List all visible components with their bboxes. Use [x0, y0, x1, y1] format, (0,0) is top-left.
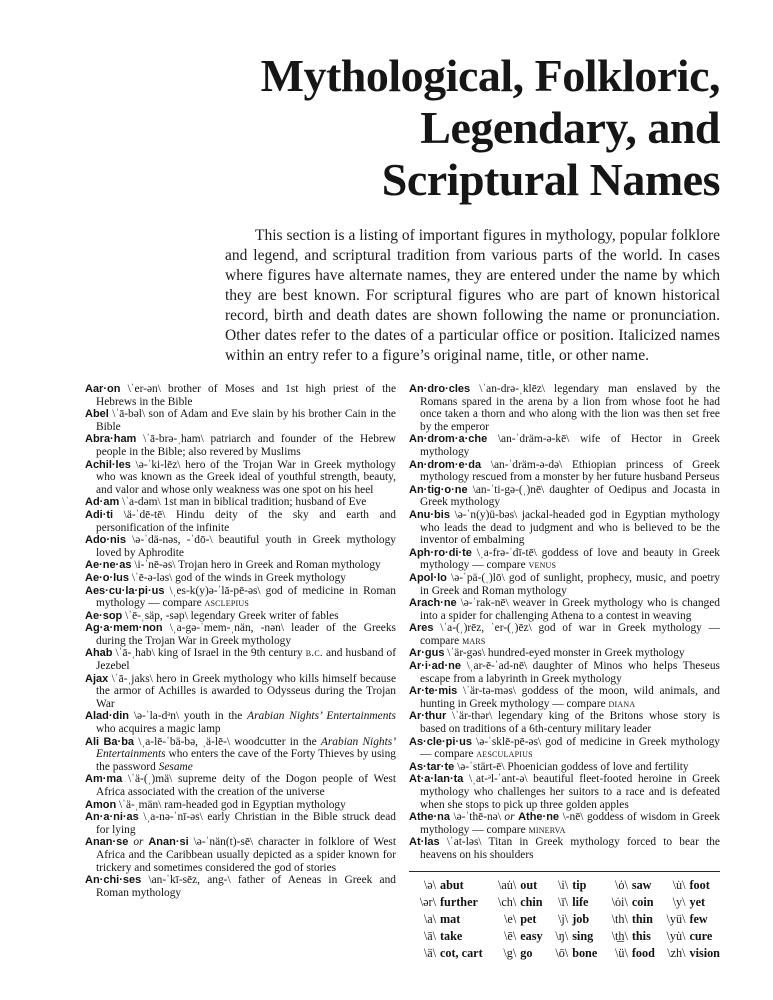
- entry-headword: At·las: [409, 836, 440, 849]
- pronunciation-key-cell: [409, 945, 483, 962]
- entry-text: \ˌa-lē-ˈbä-bə, ˌä-lē-\ woodcutter in the: [134, 735, 321, 748]
- pronunciation-example-word: take: [440, 928, 463, 943]
- pronunciation-example-word: go: [520, 945, 533, 960]
- pronunciation-symbol: \ȯi\: [611, 894, 628, 909]
- entry-headword: Ar·te·mis: [409, 685, 458, 698]
- pronunciation-symbol: \yu̇\: [666, 928, 686, 943]
- pronunciation-example-word: cure: [689, 928, 713, 943]
- pronunciation-example-word: life: [572, 894, 589, 909]
- pronunciation-key-cell: [409, 894, 483, 911]
- entry-headword: Ag·a·mem·non: [85, 622, 163, 635]
- dictionary-entry: [409, 622, 720, 647]
- pronunciation-key-cell: [601, 877, 655, 894]
- cross-reference: aesculapius: [476, 748, 533, 761]
- pronunciation-key-cell: [486, 911, 542, 928]
- pronunciation-example-word: chin: [520, 894, 543, 909]
- dictionary-entry: [409, 811, 720, 836]
- page-title-line-1: Mythological, Folkloric,: [260, 50, 720, 101]
- entry-headword: An·dro·cles: [409, 383, 471, 395]
- dictionary-entry: [85, 585, 396, 610]
- entry-headword: Ae·o·lus: [85, 571, 129, 584]
- dictionary-entry: [85, 433, 396, 458]
- entry-headword: An·drom·a·che: [409, 433, 488, 446]
- dictionary-entry: [409, 484, 720, 509]
- pronunciation-symbol: \i\: [558, 877, 569, 892]
- entry-headword: Ares: [409, 622, 434, 635]
- pronunciation-symbol: \ch\: [497, 894, 517, 909]
- pronunciation-symbol: \th\: [611, 911, 628, 926]
- entries-column-left: [85, 383, 396, 962]
- entry-text: \ə-ˈdä-nəs, -ˈdō-\ beautiful youth in Greek mythology loved by Aphrodite: [96, 534, 396, 559]
- pronunciation-example-word: job: [572, 911, 590, 926]
- pronunciation-key: [409, 871, 720, 962]
- pronunciation-key-grid: [409, 877, 720, 962]
- dictionary-entry: [409, 459, 720, 484]
- cross-reference: b.c.: [305, 647, 323, 660]
- entry-text: \ˌa-gə-ˈmem-ˌnän, -nən\ leader of the Greeks during the Trojan War in Greek mythology: [96, 622, 396, 647]
- dictionary-entry: [85, 710, 396, 735]
- dictionary-entry: [409, 647, 720, 660]
- entry-text: \ˌat-ᵊl-ˈant-ə\ beautiful fleet-footed heroine in Greek mythology who challenges her suitors to a race and is defeated when she stops to pick up three golden apples: [420, 773, 720, 811]
- pronunciation-key-cell: [486, 945, 542, 962]
- entry-text: \ə-ˈnän(t)-sē\ character in folklore of West Africa and the Caribbean usually depicted as a spider known for trickery and sometimes considered the god of stories: [96, 836, 397, 874]
- pronunciation-symbol: \j\: [558, 911, 569, 926]
- pronunciation-example-word: few: [689, 911, 708, 926]
- entry-text: \ˈē-ˌsäp, -səp\ legendary Greek writer of fables: [122, 609, 339, 622]
- page-title-line-3: Scriptural Names: [381, 154, 720, 205]
- dictionary-entry: [85, 622, 396, 647]
- pronunciation-symbol: \ə\: [423, 877, 436, 892]
- pronunciation-symbol: \ī\: [558, 894, 569, 909]
- entry-text: who acquires a magic lamp: [96, 723, 221, 736]
- dictionary-entry: [85, 836, 396, 874]
- pronunciation-example-word: tip: [572, 877, 587, 892]
- pronunciation-key-cell: [409, 877, 483, 894]
- entry-headword: Athe·ne: [518, 811, 560, 824]
- entry-text: \i-ˈnē-əs\ Trojan hero in Greek and Roman mythology: [131, 559, 381, 572]
- dictionary-entry: [85, 799, 396, 812]
- pronunciation-key-cell: [546, 945, 597, 962]
- entry-text: \ˈä-ˌmän\ ram-headed god in Egyptian mythology: [116, 798, 346, 811]
- dictionary-entry: [409, 433, 720, 458]
- entry-headword: Athe·na: [409, 811, 450, 824]
- pronunciation-key-cell: [601, 928, 655, 945]
- pronunciation-example-word: cot, cart: [440, 945, 483, 960]
- entry-headword: Ahab: [85, 647, 113, 660]
- dictionary-entry: [409, 710, 720, 735]
- pronunciation-symbol: \a\: [423, 911, 436, 926]
- entry-headword: As·cle·pi·us: [409, 735, 472, 748]
- entries-column-right: [409, 383, 720, 962]
- page-title-line-2: Legendary, and: [420, 102, 720, 153]
- dictionary-entry: [85, 773, 396, 798]
- pronunciation-key-cell: [601, 894, 655, 911]
- pronunciation-key-cell: [601, 945, 655, 962]
- entry-headword: Anan·se: [85, 836, 129, 849]
- dictionary-entry: [85, 610, 396, 623]
- entry-text: \ˌar-ē-ˈad-nē\ daughter of Minos who helps Theseus escape from a labyrinth in Greek mythology: [420, 660, 720, 685]
- cross-reference: mars: [462, 634, 486, 647]
- entry-text: Arabian Nights’ Entertainments: [247, 710, 396, 723]
- entry-text: \an-ˈdräm-ə-də\ Ethiopian princess of Greek mythology rescued from a monster by her future husband Perseus: [420, 458, 720, 484]
- pronunciation-key-cell: [409, 928, 483, 945]
- dictionary-entry: [85, 811, 396, 836]
- entry-headword: Achil·les: [85, 458, 131, 471]
- pronunciation-example-word: this: [631, 928, 651, 943]
- entry-headword: Ad·am: [85, 496, 120, 509]
- entry-text: \ˈa-dəm\ 1st man in biblical tradition; husband of Eve: [119, 496, 367, 509]
- entry-text: \ə-ˈpä-(ˌ)lō\ god of sunlight, prophecy, music, and poetry in Greek and Roman mythology: [420, 571, 720, 597]
- entry-headword: Ajax: [85, 672, 109, 685]
- pronunciation-symbol: \zh\: [667, 945, 686, 960]
- entry-text: and husband of Jezebel: [96, 647, 396, 673]
- pronunciation-example-word: out: [520, 877, 538, 892]
- entry-text: \ˈā-ˌjaks\ hero in Greek mythology who kills himself because the armor of Achilles is awarded to Odysseus during the Trojan War: [96, 672, 396, 710]
- dictionary-entry: [409, 547, 720, 572]
- entry-text: or: [128, 836, 149, 849]
- entry-text: \an-ˈkī-sēz, ang-\ father of Aeneas in Greek and Roman mythology: [96, 874, 396, 899]
- entry-text: \ˌa-nə-ˈnī-əs\ early Christian in the Bible struck dead for lying: [96, 811, 396, 836]
- entry-headword: Ar·i·ad·ne: [409, 660, 461, 673]
- pronunciation-symbol: \ä\: [423, 945, 436, 960]
- entry-headword: Apol·lo: [409, 571, 447, 584]
- pronunciation-key-cell: [546, 911, 597, 928]
- dictionary-entry: [85, 408, 396, 433]
- entry-text: \ˈer-ən\ brother of Moses and 1st high priest of the Hebrews in the Bible: [96, 383, 396, 408]
- entry-text: \an-ˈdräm-ə-kē\ wife of Hector in Greek mythology: [420, 433, 720, 458]
- pronunciation-key-cell: [486, 894, 542, 911]
- pronunciation-symbol: \y\: [672, 894, 686, 909]
- pronunciation-example-word: coin: [631, 894, 654, 909]
- pronunciation-example-word: saw: [631, 877, 652, 892]
- page-title: [85, 50, 720, 206]
- dictionary-entry: [409, 572, 720, 597]
- entry-headword: Alad·din: [85, 710, 129, 723]
- intro-paragraph: This section is a listing of important figures in mythology, popular folklore and legend, and scriptural tradition from various parts of the world. In cases where figures have alternate names, they are entered under the name by which they are best known. For scriptural figures who are part of known historical record, birth and death dates are shown following the name or pronunciation. Other dates refer to the dates of a particular office or position. Italicized names within an entry refer to a figure’s original name, title, or other name.: [225, 227, 720, 364]
- entry-text: \ˈä-(ˌ)mä\ supreme deity of the Dogon people of West Africa associated with the creation of the universe: [96, 773, 396, 798]
- entry-text: \ˈa-(ˌ)rēz, ˈer-(ˌ)ēz\ god of war in Greek mythology — compare: [420, 622, 720, 647]
- entry-text: \ˌa-frə-ˈdī-tē\ goddess of love and beauty in Greek mythology — compare: [420, 546, 720, 572]
- entry-text: \ə-ˈn(y)ü-bəs\ jackal-headed god in Egyptian mythology who leads the dead to judgment and who is believed to be the inventor of embalming: [420, 508, 720, 547]
- dictionary-entry: [409, 761, 720, 774]
- dictionary-entry: [85, 496, 396, 509]
- dictionary-entry: [85, 534, 396, 559]
- entry-headword: Adi·ti: [85, 508, 114, 521]
- entry-text: \ə-ˈthē-nə\: [449, 811, 505, 824]
- entry-headword: Ar·gus: [409, 647, 445, 660]
- entry-headword: Arach·ne: [409, 597, 457, 610]
- entry-headword: Ado·nis: [85, 534, 126, 547]
- entry-text: or: [504, 811, 515, 824]
- pronunciation-symbol: \t͟h\: [611, 928, 628, 943]
- entry-headword: Anu·bis: [409, 508, 450, 521]
- entry-headword: An·a·ni·as: [85, 811, 139, 824]
- pronunciation-key-cell: [658, 894, 719, 911]
- pronunciation-symbol: \ē\: [504, 928, 517, 943]
- entry-headword: Anan·si: [148, 836, 189, 849]
- dictionary-entry: [409, 597, 720, 622]
- pronunciation-symbol: \au̇\: [497, 877, 517, 892]
- entry-text: \-nē\ goddess of wisdom in Greek mythology — compare: [420, 811, 720, 836]
- pronunciation-symbol: \e\: [504, 911, 517, 926]
- cross-reference: venus: [528, 559, 557, 572]
- cross-reference: asclepius: [204, 597, 249, 610]
- pronunciation-symbol: \ŋ\: [555, 928, 569, 943]
- dictionary-entry: [409, 383, 720, 433]
- cross-reference: diana: [608, 697, 636, 710]
- entry-text: \ˈan-drə-ˌklēz\ legendary man enslaved by the Romans spared in the arena by a lion from whose foot he had once taken a thorn and who along with the lion was then set free by the emperor: [420, 383, 720, 433]
- entry-text: \ˈā-brə-ˌham\ patriarch and founder of the Hebrew people in the Bible; also revered by Muslims: [96, 433, 396, 458]
- entry-text: \an-ˈti-gə-(ˌ)nē\ daughter of Oedipus and Jocasta in Greek mythology: [420, 483, 720, 509]
- pronunciation-example-word: food: [631, 945, 655, 960]
- dictionary-entry: [85, 673, 396, 711]
- pronunciation-key-cell: [486, 877, 542, 894]
- pronunciation-symbol: \g\: [503, 945, 517, 960]
- dictionary-entry: [409, 736, 720, 761]
- entry-headword: An·chi·ses: [85, 874, 142, 887]
- entry-text: \ə-ˈstärt-ē\ Phoenician goddess of love and fertility: [454, 760, 689, 773]
- entry-text: who enters the cave of the Forty Thieves by using the password: [96, 748, 396, 773]
- entry-headword: Abel: [85, 408, 109, 421]
- pronunciation-example-word: vision: [689, 945, 720, 960]
- dictionary-entry: [85, 874, 396, 899]
- dictionary-entry: [409, 509, 720, 547]
- pronunciation-example-word: mat: [440, 911, 461, 926]
- pronunciation-key-cell: [658, 911, 719, 928]
- pronunciation-key-cell: [409, 911, 483, 928]
- entry-text: \ə-ˈsklē-pē-əs\ god of medicine in Greek mythology — compare: [420, 735, 720, 761]
- entry-headword: Ali Ba·ba: [85, 735, 135, 748]
- pronunciation-key-cell: [546, 877, 597, 894]
- pronunciation-symbol: \ō\: [555, 945, 569, 960]
- entry-headword: Aes·cu·la·pi·us: [85, 584, 165, 597]
- entry-headword: Am·ma: [85, 773, 123, 786]
- entry-headword: Amon: [85, 798, 117, 811]
- pronunciation-example-word: foot: [689, 877, 710, 892]
- entry-text: \ə-ˈrak-nē\ weaver in Greek mythology who is changed into a spider for challenging Athena to a contest in weaving: [420, 597, 720, 622]
- entry-headword: Aar·on: [85, 383, 121, 395]
- entry-text: \ˈē-ə-ləs\ god of the winds in Greek mythology: [129, 571, 347, 584]
- pronunciation-symbol: \ər\: [419, 894, 436, 909]
- entry-headword: As·tar·te: [409, 760, 455, 773]
- entry-text: \ə-ˈla-dᵊn\ youth in the: [129, 710, 248, 723]
- pronunciation-symbol: \ā\: [423, 928, 436, 943]
- pronunciation-symbol: \yü\: [666, 911, 686, 926]
- entry-headword: An·tig·o·ne: [409, 483, 468, 496]
- pronunciation-key-cell: [486, 928, 542, 945]
- entry-text: \ä-ˈdē-tē\ Hindu deity of the sky and earth and personification of the infinite: [96, 508, 396, 534]
- dictionary-entry: [409, 836, 720, 861]
- pronunciation-example-word: sing: [572, 928, 594, 943]
- pronunciation-key-cell: [546, 928, 597, 945]
- entry-headword: Ae·ne·as: [85, 559, 132, 572]
- dictionary-entry: [409, 660, 720, 685]
- entry-text: \ˈär-tə-məs\ goddess of the moon, wild animals, and hunting in Greek mythology — compare: [420, 685, 720, 710]
- pronunciation-example-word: thin: [631, 911, 653, 926]
- pronunciation-key-cell: [546, 894, 597, 911]
- entry-headword: Abra·ham: [85, 433, 137, 446]
- entry-headword: Ae·sop: [85, 609, 123, 622]
- pronunciation-example-word: pet: [520, 911, 537, 926]
- entry-text: \ˈat-ləs\ Titan in Greek mythology forced to bear the heavens on his shoulders: [420, 836, 720, 861]
- pronunciation-key-cell: [601, 911, 655, 928]
- pronunciation-example-word: bone: [572, 945, 598, 960]
- entry-headword: Ar·thur: [409, 710, 447, 723]
- entry-headword: Aph·ro·di·te: [409, 546, 472, 559]
- cross-reference: minerva: [528, 823, 566, 836]
- entry-text: Sesame: [158, 760, 193, 773]
- pronunciation-key-cell: [658, 877, 719, 894]
- entry-text: Arabian Nights’ Entertainments: [96, 735, 396, 761]
- dictionary-entry: [85, 459, 396, 497]
- dictionary-entry: [85, 572, 396, 585]
- pronunciation-example-word: easy: [520, 928, 543, 943]
- entry-text: \ˌes-k(y)ə-ˈlā-pē-əs\ god of medicine in Roman mythology — compare: [96, 584, 396, 610]
- pronunciation-symbol: \ȯ\: [614, 877, 628, 892]
- pronunciation-symbol: \u̇\: [672, 877, 686, 892]
- dictionary-entry: [409, 685, 720, 710]
- dictionary-entry: [85, 383, 396, 408]
- dictionary-entry: [409, 773, 720, 811]
- entry-text: \ˈär-gəs\ hundred-eyed monster in Greek mythology: [444, 647, 685, 660]
- entry-headword: At·a·lan·ta: [409, 773, 464, 786]
- dictionary-entry: [85, 647, 396, 672]
- pronunciation-example-word: yet: [689, 894, 706, 909]
- entry-text: \ˈā-bəl\ son of Adam and Eve slain by his brother Cain in the Bible: [96, 408, 396, 433]
- dictionary-entry: [85, 509, 396, 534]
- entry-headword: An·drom·e·da: [409, 458, 482, 471]
- entry-text: \ə-ˈki-lēz\ hero of the Trojan War in Greek mythology who was known as the Greek ideal of youthful strength, beauty, and valor and whose only weakness was one spot on his heel: [96, 458, 396, 496]
- entries-columns: [85, 383, 720, 962]
- entry-text: \ˈär-thər\ legendary king of the Britons whose story is based on traditions of a 6th-century military leader: [420, 710, 720, 736]
- pronunciation-key-cell: [658, 945, 719, 962]
- pronunciation-example-word: abut: [440, 877, 464, 892]
- pronunciation-example-word: further: [440, 894, 478, 909]
- dictionary-entry: [85, 736, 396, 774]
- entry-text: \ˈā-ˌhab\ king of Israel in the 9th century: [112, 647, 306, 660]
- pronunciation-symbol: \ü\: [614, 945, 628, 960]
- pronunciation-key-cell: [658, 928, 719, 945]
- dictionary-entry: [85, 559, 396, 572]
